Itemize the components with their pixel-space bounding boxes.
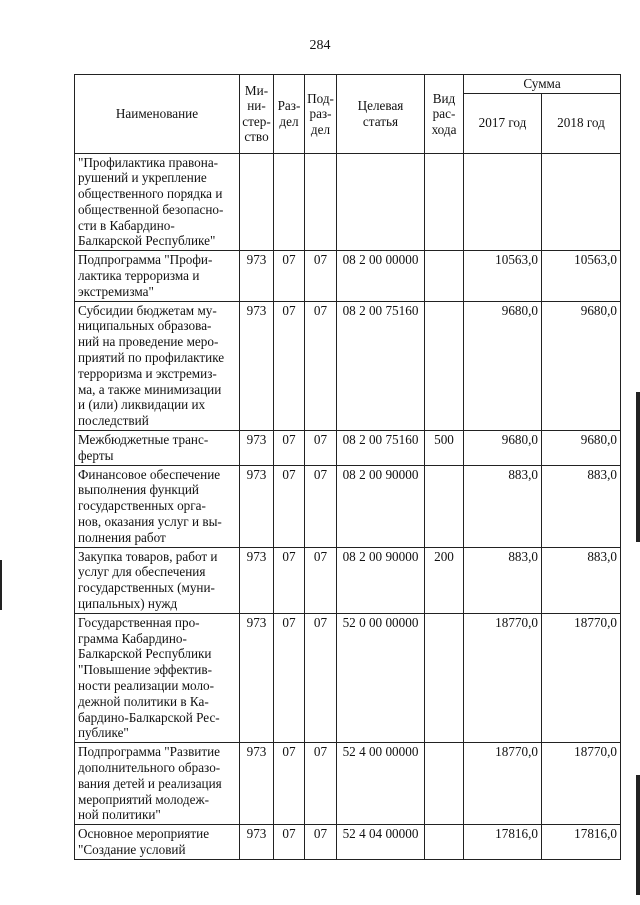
row-amount-2017 (464, 153, 542, 251)
row-ministry: 973 (240, 825, 274, 860)
row-subsection (305, 153, 337, 251)
row-ministry: 973 (240, 547, 274, 613)
table-row (75, 465, 621, 547)
row-ministry: 973 (240, 613, 274, 742)
table-row (75, 431, 621, 466)
table-row (75, 825, 621, 860)
row-section (274, 153, 305, 251)
row-name: Государственная про- грамма Кабардино- Балкарской Республики "Повышение эффектив- ности реализации моло- дежной политики в Ка- бардино-Балкарской Рес- публике" (75, 613, 240, 742)
row-expense-type (425, 743, 464, 825)
row-name: Подпрограмма "Развитие дополнительного образо- вания детей и реализация мероприятий молодеж- ной политики" (75, 743, 240, 825)
row-ministry: 973 (240, 743, 274, 825)
row-expense-type (425, 301, 464, 430)
row-name: Межбюджетные транс- ферты (75, 431, 240, 466)
row-section: 07 (274, 825, 305, 860)
row-amount-2017: 18770,0 (464, 743, 542, 825)
row-amount-2017: 18770,0 (464, 613, 542, 742)
row-name: Субсидии бюджетам му- ниципальных образова- ний на проведение меро- приятий по профилактике терроризма и экстремиз- ма, а также минимизации и (или) ликвидации их последствий (75, 301, 240, 430)
table-body (75, 153, 621, 859)
row-amount-2018: 17816,0 (542, 825, 621, 860)
row-section: 07 (274, 465, 305, 547)
row-name: Основное мероприятие "Создание условий (75, 825, 240, 860)
row-subsection: 07 (305, 465, 337, 547)
row-subsection: 07 (305, 301, 337, 430)
row-amount-2017: 9680,0 (464, 301, 542, 430)
row-target: 52 4 00 00000 (337, 743, 425, 825)
table-header (75, 75, 621, 154)
row-subsection: 07 (305, 547, 337, 613)
row-name: Подпрограмма "Профи- лактика терроризма и экстремизма" (75, 251, 240, 301)
row-amount-2018: 18770,0 (542, 743, 621, 825)
row-amount-2017: 10563,0 (464, 251, 542, 301)
table-row (75, 743, 621, 825)
row-subsection: 07 (305, 825, 337, 860)
table-row (75, 547, 621, 613)
row-expense-type: 500 (425, 431, 464, 466)
row-expense-type (425, 251, 464, 301)
header-expense-type: Вид рас- хода (425, 75, 464, 154)
table-row (75, 251, 621, 301)
row-subsection: 07 (305, 251, 337, 301)
row-target (337, 153, 425, 251)
row-expense-type (425, 613, 464, 742)
header-year-2017: 2017 год (464, 93, 542, 153)
table-row (75, 301, 621, 430)
row-target: 52 4 04 00000 (337, 825, 425, 860)
row-amount-2017: 17816,0 (464, 825, 542, 860)
row-expense-type (425, 465, 464, 547)
header-ministry: Ми- ни- стер- ство (240, 75, 274, 154)
row-amount-2018: 10563,0 (542, 251, 621, 301)
row-section: 07 (274, 547, 305, 613)
row-name: Закупка товаров, работ и услуг для обеспечения государственных (муни- ципальных) нужд (75, 547, 240, 613)
header-target: Целевая статья (337, 75, 425, 154)
scan-edge-mark (636, 775, 640, 895)
row-target: 52 0 00 00000 (337, 613, 425, 742)
header-subsection: Под- раз- дел (305, 75, 337, 154)
scan-edge-mark (636, 392, 640, 542)
budget-table (74, 74, 621, 860)
row-section: 07 (274, 251, 305, 301)
scan-edge-mark (0, 560, 2, 610)
table-row (75, 153, 621, 251)
row-amount-2018: 9680,0 (542, 431, 621, 466)
row-section: 07 (274, 431, 305, 466)
row-amount-2018: 883,0 (542, 465, 621, 547)
row-expense-type (425, 153, 464, 251)
table-row (75, 613, 621, 742)
row-amount-2018: 18770,0 (542, 613, 621, 742)
row-target: 08 2 00 75160 (337, 301, 425, 430)
row-name: "Профилактика правона- рушений и укрепление общественного порядка и общественной безопасно- сти в Кабардино- Балкарской Республике" (75, 153, 240, 251)
page-number: 284 (309, 38, 331, 53)
row-name: Финансовое обеспечение выполнения функций государственных орга- нов, оказания услуг и вы- полнения работ (75, 465, 240, 547)
row-section: 07 (274, 743, 305, 825)
row-subsection: 07 (305, 613, 337, 742)
row-ministry: 973 (240, 301, 274, 430)
row-target: 08 2 00 90000 (337, 547, 425, 613)
row-ministry (240, 153, 274, 251)
row-amount-2017: 883,0 (464, 547, 542, 613)
row-amount-2017: 883,0 (464, 465, 542, 547)
row-amount-2018 (542, 153, 621, 251)
row-section: 07 (274, 613, 305, 742)
row-subsection: 07 (305, 743, 337, 825)
header-year-2018: 2018 год (542, 93, 621, 153)
row-amount-2018: 883,0 (542, 547, 621, 613)
header-sum: Сумма (464, 75, 621, 94)
header-section: Раз- дел (274, 75, 305, 154)
row-subsection: 07 (305, 431, 337, 466)
header-name: Наименование (75, 75, 240, 154)
row-ministry: 973 (240, 465, 274, 547)
row-ministry: 973 (240, 431, 274, 466)
row-amount-2018: 9680,0 (542, 301, 621, 430)
row-expense-type: 200 (425, 547, 464, 613)
row-section: 07 (274, 301, 305, 430)
row-amount-2017: 9680,0 (464, 431, 542, 466)
row-target: 08 2 00 00000 (337, 251, 425, 301)
row-target: 08 2 00 90000 (337, 465, 425, 547)
row-ministry: 973 (240, 251, 274, 301)
row-target: 08 2 00 75160 (337, 431, 425, 466)
row-expense-type (425, 825, 464, 860)
